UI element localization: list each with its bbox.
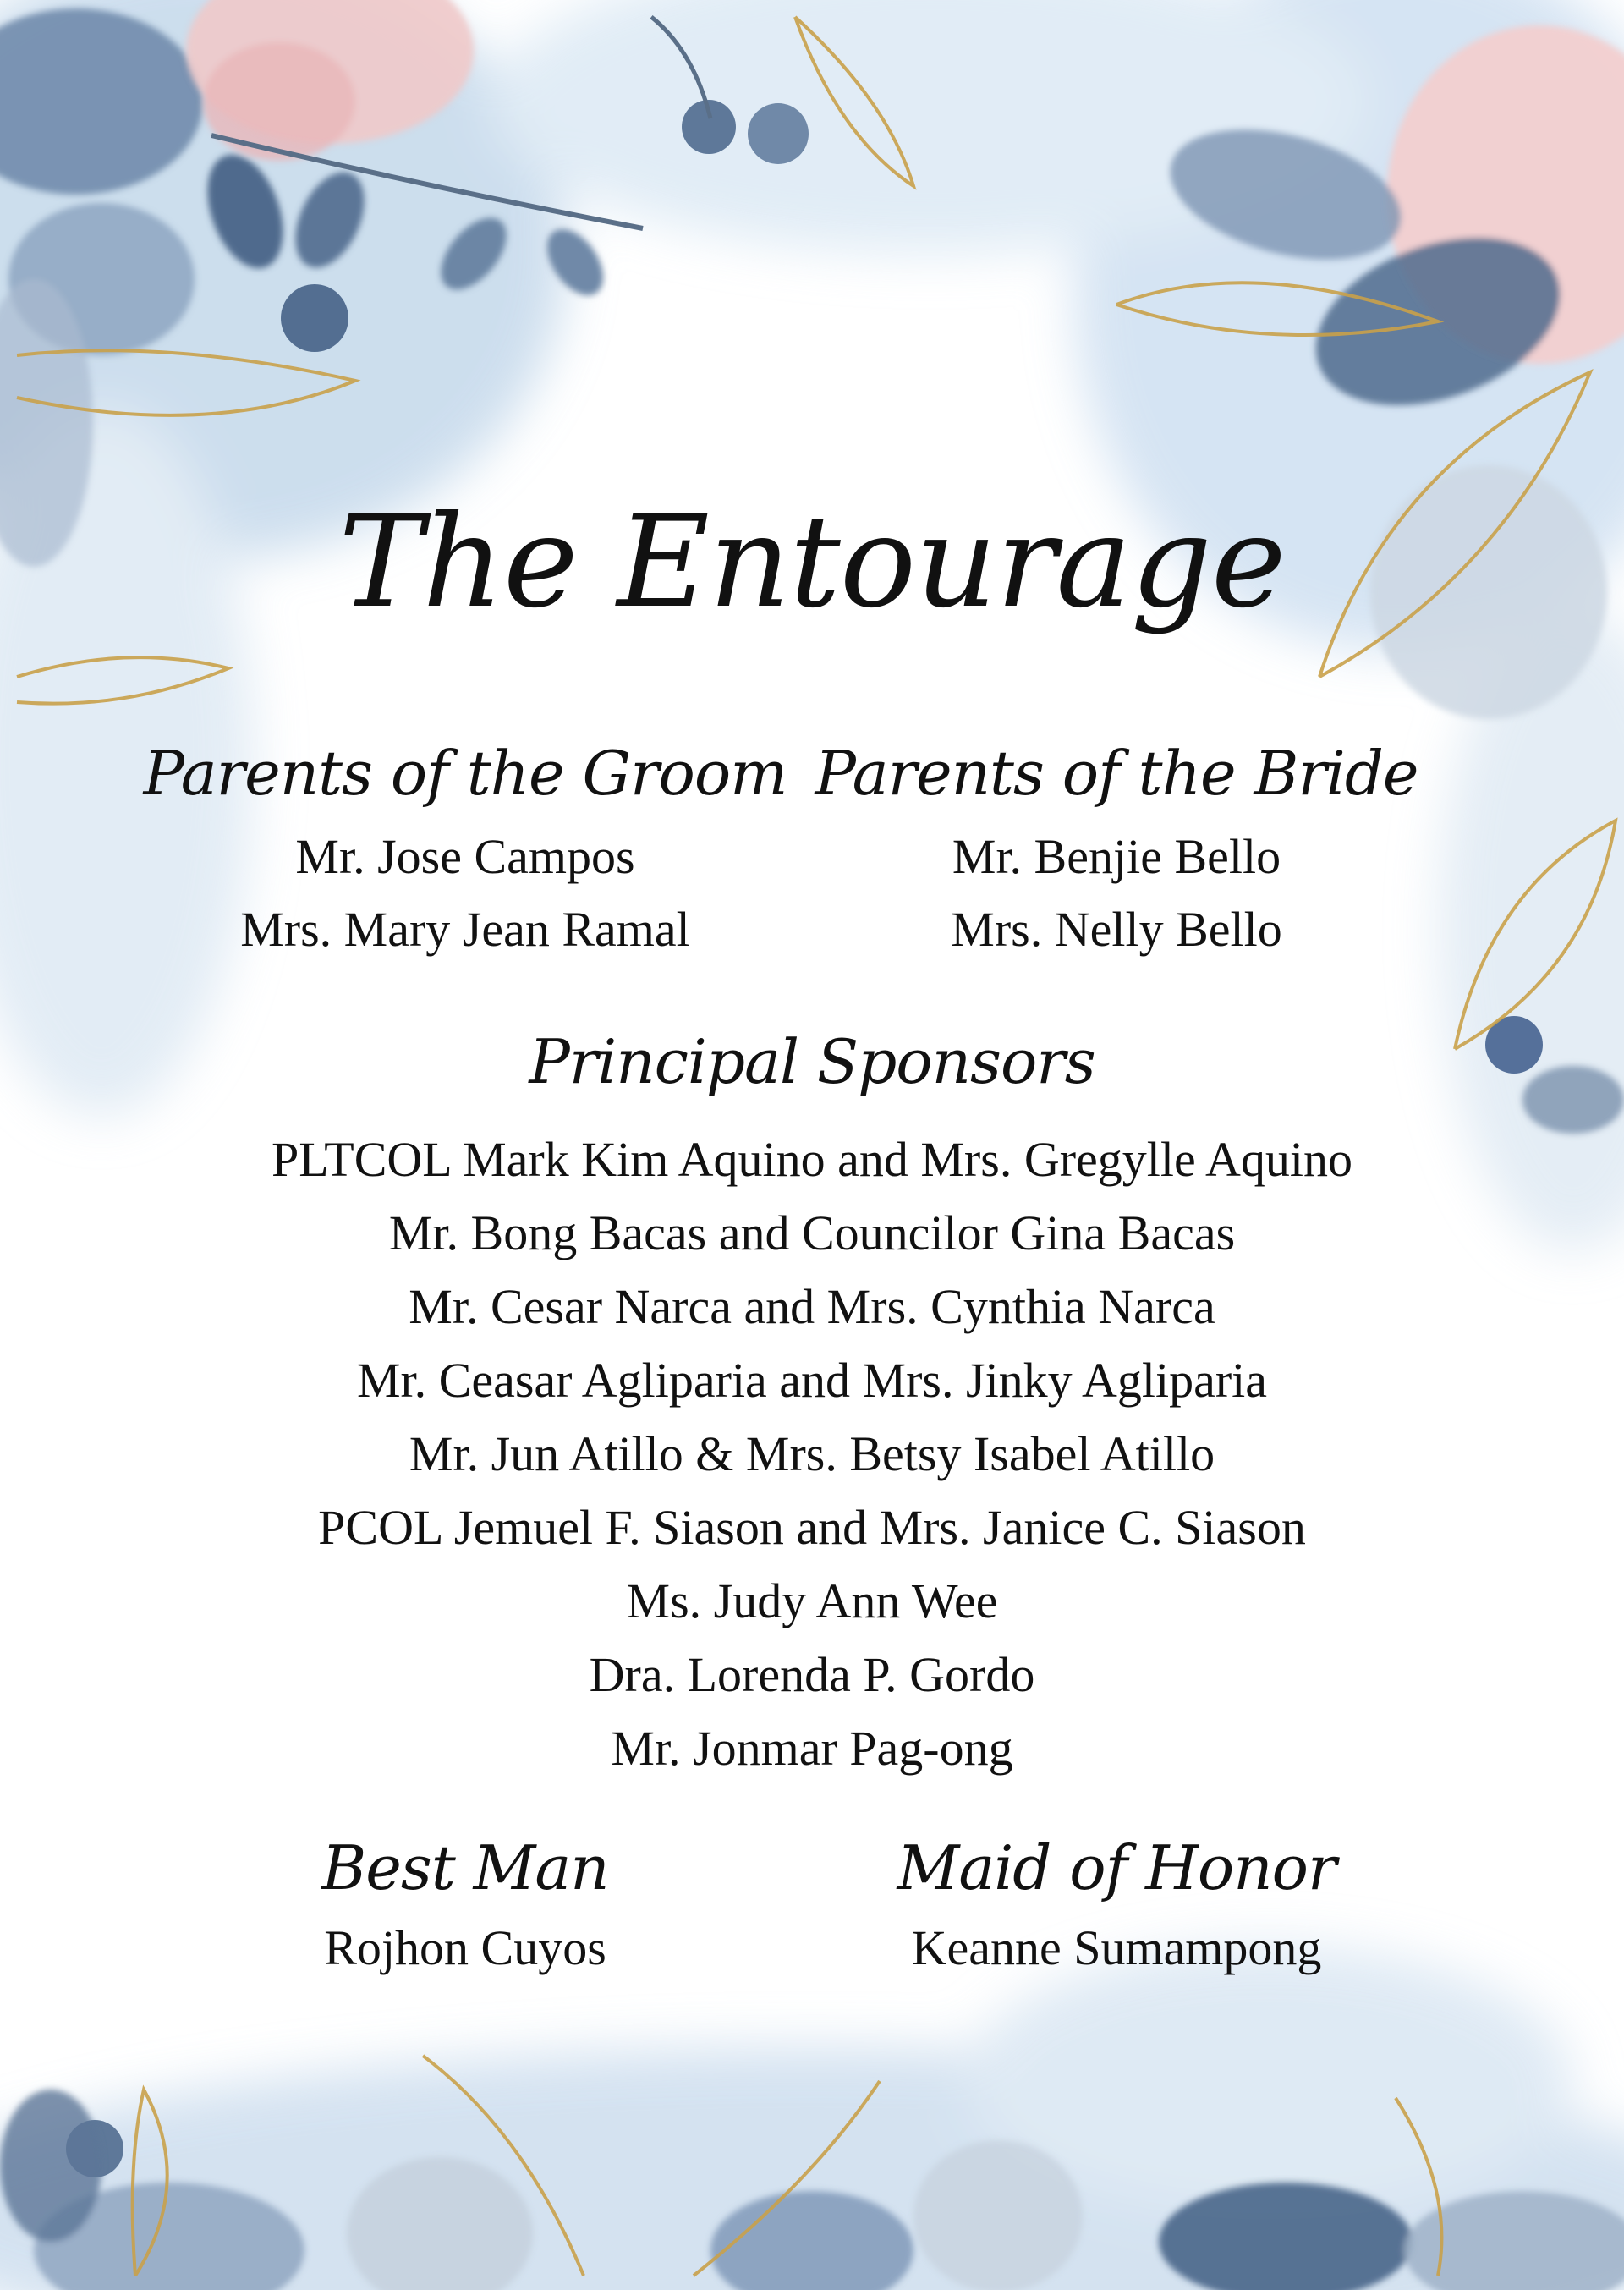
bride-parent-name: Mrs. Nelly Bello — [951, 902, 1282, 957]
sponsor-name: Mr. Cesar Narca and Mrs. Cynthia Narca — [409, 1279, 1215, 1334]
groom-parent-name: Mr. Jose Campos — [295, 829, 635, 884]
maid-of-honor-name: Keanne Sumampong — [911, 1920, 1322, 1975]
sponsor-name: Dra. Lorenda P. Gordo — [589, 1647, 1035, 1702]
best-man-name: Rojhon Cuyos — [324, 1920, 606, 1975]
sponsor-name: Mr. Jonmar Pag-ong — [611, 1721, 1013, 1776]
maid-of-honor-heading: Maid of Honor — [897, 1832, 1336, 1903]
sponsor-name: Mr. Bong Bacas and Councilor Gina Bacas — [388, 1205, 1236, 1260]
sponsor-name: Ms. Judy Ann Wee — [626, 1573, 998, 1628]
sponsor-name: Mr. Ceasar Agliparia and Mrs. Jinky Agliparia — [356, 1353, 1268, 1408]
principal-sponsors-heading: Principal Sponsors — [529, 1026, 1095, 1097]
groom-parent-name: Mrs. Mary Jean Ramal — [240, 902, 690, 957]
parents-bride-heading: Parents of the Bride — [815, 738, 1418, 809]
sponsor-name: PLTCOL Mark Kim Aquino and Mrs. Gregylle Aquino — [271, 1132, 1353, 1187]
bride-parent-name: Mr. Benjie Bello — [952, 829, 1281, 884]
sponsor-name: Mr. Jun Atillo & Mrs. Betsy Isabel Atillo — [409, 1426, 1215, 1481]
sponsor-name: PCOL Jemuel F. Siason and Mrs. Janice C. Siason — [318, 1500, 1306, 1555]
page-title: The Entourage — [338, 489, 1286, 636]
parents-groom-heading: Parents of the Groom — [143, 738, 787, 809]
best-man-heading: Best Man — [321, 1832, 609, 1903]
